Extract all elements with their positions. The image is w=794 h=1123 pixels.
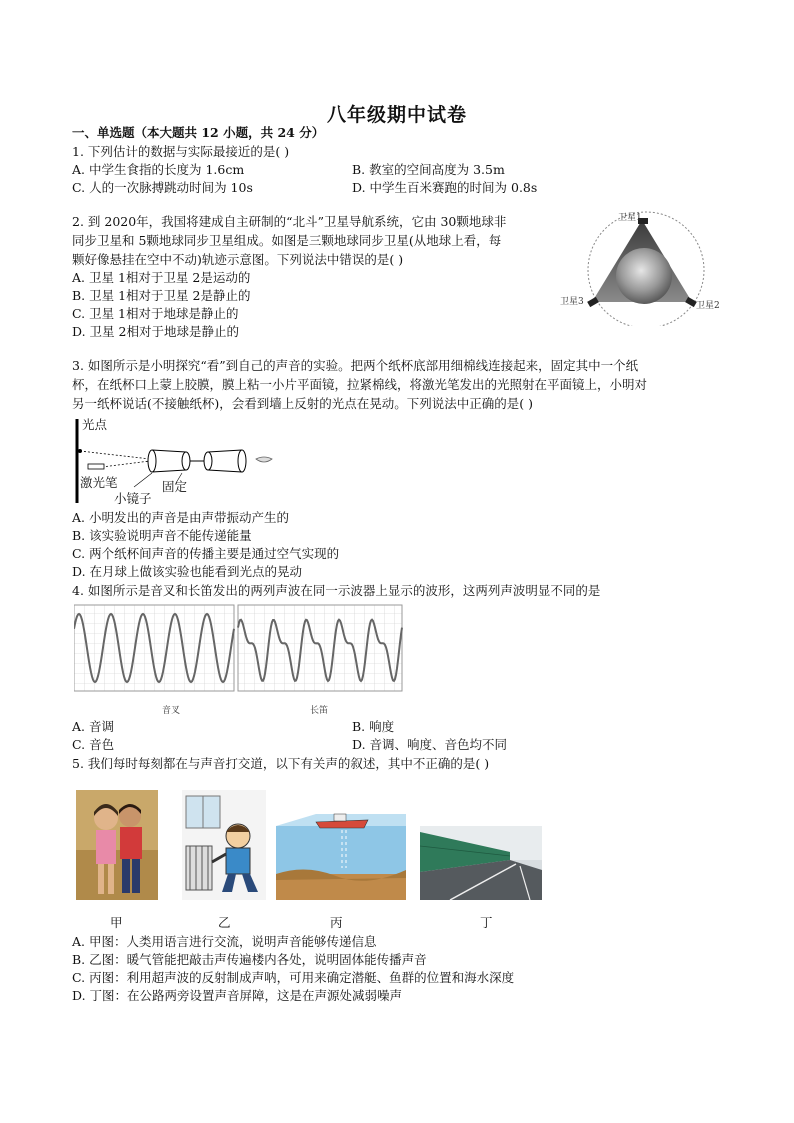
radiator-knock-image — [182, 790, 266, 900]
q1-stem: 1. 下列估计的数据与实际最接近的是( ) — [72, 144, 290, 159]
q3-stem-line1: 3. 如图所示是小明探究“看”到自己的声音的实验。把两个纸杯底部用细棉线连接起来，固定其中一个纸 — [72, 358, 639, 373]
oscilloscope-waveforms-figure — [74, 603, 404, 715]
q2-stem-line2: 同步卫星和 5颗地球同步卫星组成。如图是三颗地球同步卫星(从地球上看，每 — [72, 233, 502, 248]
small-mirror-label: 小镜子 — [114, 491, 152, 506]
page-title: 八年级期中试卷 — [326, 104, 467, 126]
q1-option-a: A. 中学生食指的长度为 1.6cm — [72, 162, 245, 177]
q5-option-d: D. 丁图：在公路两旁设置声音屏障，这是在声源处减弱噪声 — [72, 988, 403, 1003]
sonar-ship-image — [276, 808, 406, 900]
satellite-3-label: 卫星3 — [560, 297, 584, 307]
image-label-jia: 甲 — [110, 915, 123, 930]
q5-stem: 5. 我们每时每刻都在与声音打交道，以下有关声的叙述，其中不正确的是( ) — [72, 756, 490, 771]
q5-option-a: A. 甲图：人类用语言进行交流，说明声音能够传递信息 — [72, 934, 377, 949]
light-spot-label: 光点 — [82, 417, 108, 432]
q3-stem-line2: 杯，在纸杯口上蒙上胶膜，膜上粘一小片平面镜，拉紧棉线，将激光笔发出的光照射在平面镜上，小明对 — [72, 377, 648, 392]
highway-barrier-image — [420, 826, 542, 900]
q3-option-b: B. 该实验说明声音不能传递能量 — [72, 528, 252, 543]
q1-option-d: D. 中学生百米赛跑的时间为 0.8s — [352, 180, 538, 195]
q3-option-c: C. 两个纸杯间声音的传播主要是通过空气实现的 — [72, 546, 340, 561]
paper-cup-experiment-figure — [72, 415, 282, 507]
q2-option-c: C. 卫星 1相对于地球是静止的 — [72, 306, 239, 321]
image-label-bing: 丙 — [330, 915, 343, 930]
fixed-label: 固定 — [162, 479, 188, 494]
q3-option-d: D. 在月球上做该实验也能看到光点的晃动 — [72, 564, 303, 579]
q4-option-b: B. 响度 — [352, 719, 395, 734]
q5-option-c: C. 丙图：利用超声波的反射制成声呐，可用来确定潜艇、鱼群的位置和海水深度 — [72, 970, 515, 985]
q4-option-a: A. 音调 — [72, 719, 114, 734]
q1-option-c: C. 人的一次脉搏跳动时间为 10s — [72, 180, 253, 195]
q5-option-b: B. 乙图：暖气管能把敲击声传遍楼内各处，说明固体能传播声音 — [72, 952, 427, 967]
image-label-ding: 丁 — [480, 915, 493, 930]
q3-option-a: A. 小明发出的声音是由声带振动产生的 — [72, 510, 289, 525]
satellite-2-label: 卫星2 — [696, 301, 720, 311]
tuning-fork-caption: 音叉 — [162, 706, 181, 716]
satellite-1-label: 卫星1 — [618, 213, 642, 223]
q4-option-c: C. 音色 — [72, 737, 115, 752]
children-talking-image — [76, 790, 158, 900]
q2-stem-line1: 2. 到 2020年，我国将建成自主研制的“北斗”卫星导航系统，它由 30颗地球非 — [72, 214, 507, 229]
satellite-orbit-figure — [558, 206, 728, 326]
q4-stem: 4. 如图所示是音叉和长笛发出的两列声波在同一示波器上显示的波形，这两列声波明显不同的是 — [72, 583, 601, 598]
q2-option-d: D. 卫星 2相对于地球是静止的 — [72, 324, 239, 339]
q3-stem-line3: 另一纸杯说话(不接触纸杯)，会看到墙上反射的光点在晃动。下列说法中正确的是( ) — [72, 396, 533, 411]
flute-caption: 长笛 — [310, 706, 329, 716]
q2-option-b: B. 卫星 1相对于卫星 2是静止的 — [72, 288, 251, 303]
section-header: 一、单选题（本大题共 12 小题，共 24 分） — [72, 125, 325, 140]
q2-stem-line3: 颗好像悬挂在空中不动)轨迹示意图。下列说法中错误的是( ) — [72, 252, 404, 267]
q4-option-d: D. 音调、响度、音色均不同 — [352, 737, 508, 752]
q2-option-a: A. 卫星 1相对于卫星 2是运动的 — [72, 270, 251, 285]
image-label-yi: 乙 — [218, 915, 231, 930]
laser-pen-label: 激光笔 — [80, 475, 118, 490]
q1-option-b: B. 教室的空间高度为 3.5m — [352, 162, 505, 177]
